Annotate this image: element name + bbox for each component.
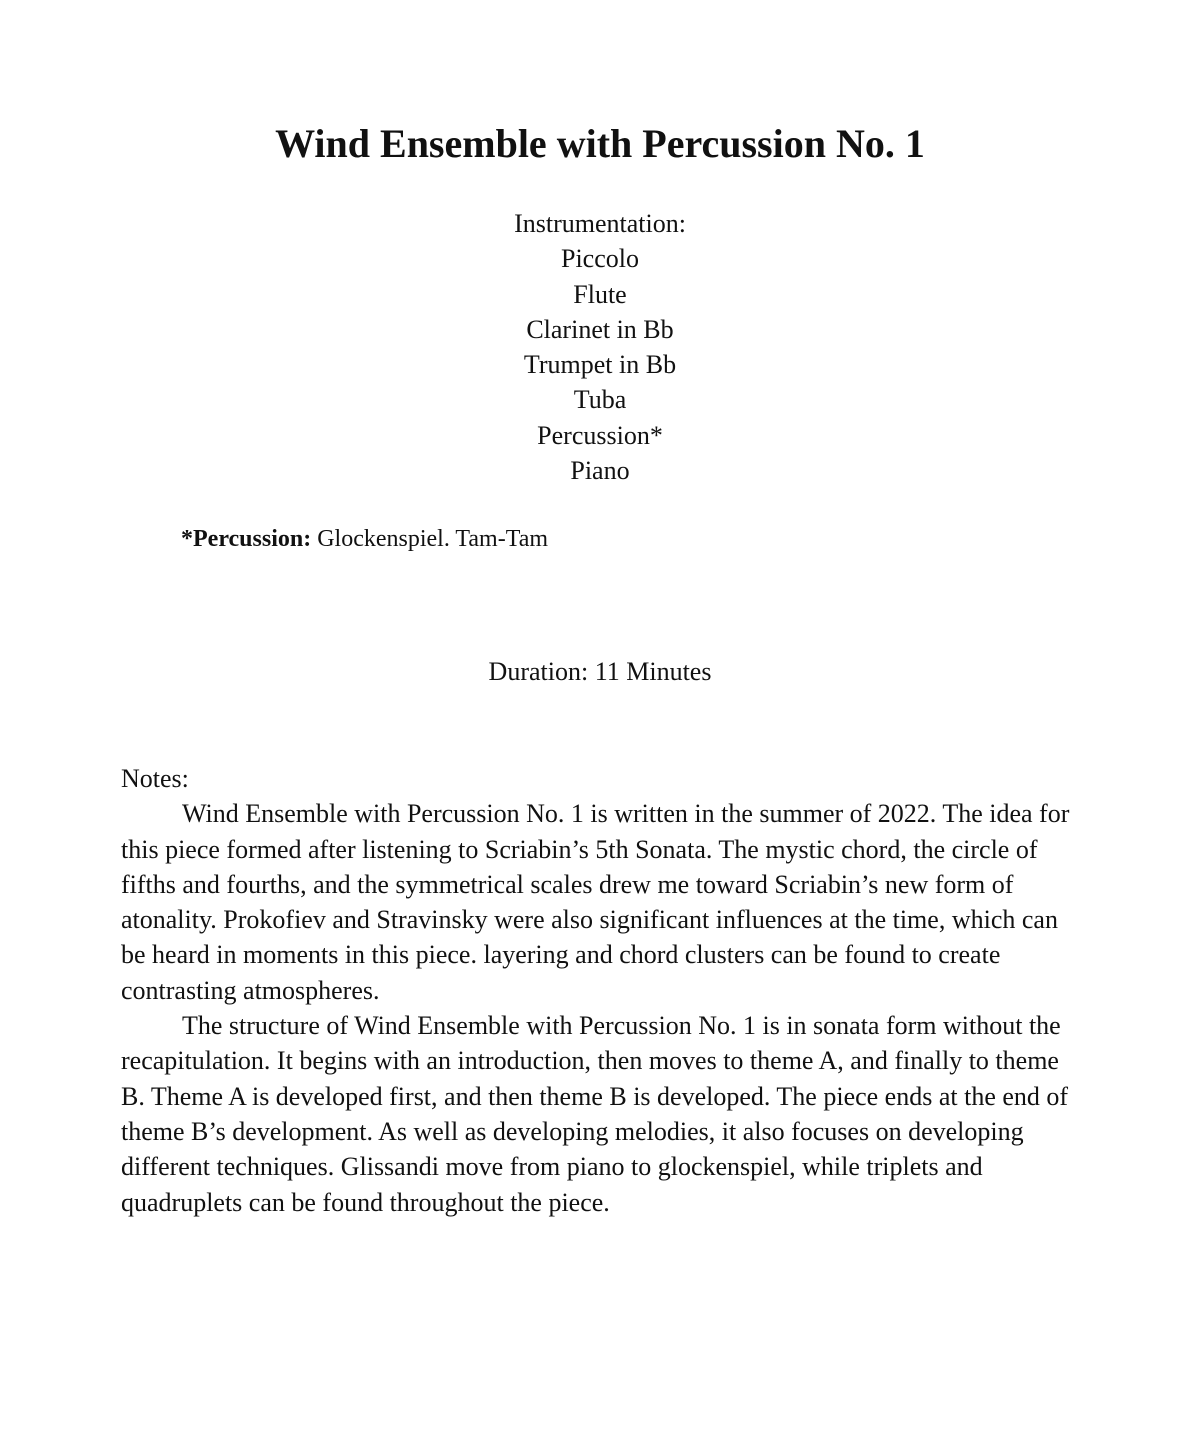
instrument-item: Piano bbox=[570, 456, 630, 486]
notes-section bbox=[121, 761, 1081, 1220]
notes-heading: Notes: bbox=[121, 764, 189, 793]
instrumentation-list bbox=[0, 206, 1200, 488]
instrument-item: Percussion* bbox=[537, 420, 663, 450]
instrument-item: Tuba bbox=[573, 385, 627, 415]
instrument-item: Flute bbox=[573, 279, 627, 309]
instrument-item: Clarinet in Bb bbox=[526, 314, 674, 344]
notes-paragraph: Wind Ensemble with Percussion No. 1 is written in the summer of 2022. The idea for this piece formed after listening to Scriabin’s 5th Sonata. The mystic chord, the circle of fifths and fourths, and the symmetrical scales drew me toward Scriabin’s new form of atonality. Prokofiev and Stravinsky were also significant influences at the time, which can be heard in moments in this piece. layering and chord clusters can be found to create contrasting atmospheres. bbox=[121, 799, 1070, 1005]
page-title: Wind Ensemble with Percussion No. 1 bbox=[275, 121, 925, 166]
instrument-item: Trumpet in Bb bbox=[523, 350, 677, 380]
notes-paragraph: The structure of Wind Ensemble with Percussion No. 1 is in sonata form without the recapitulation. It begins with an introduction, then moves to theme A, and finally to theme B. Theme A is developed first, and then theme B is developed. The piece ends at the end of theme B’s development. As well as developing melodies, it also focuses on developing different techniques. Glissandi move from piano to glockenspiel, while triplets and quadruplets can be found throughout the piece. bbox=[121, 1011, 1069, 1217]
percussion-footnote-label: *Percussion: bbox=[181, 526, 312, 552]
instrumentation-heading: Instrumentation: bbox=[514, 209, 686, 238]
percussion-footnote-text: Glockenspiel. Tam-Tam bbox=[311, 526, 549, 552]
percussion-footnote bbox=[181, 522, 548, 556]
instrument-item: Piccolo bbox=[561, 244, 639, 274]
duration-text: Duration: 11 Minutes bbox=[488, 657, 712, 686]
